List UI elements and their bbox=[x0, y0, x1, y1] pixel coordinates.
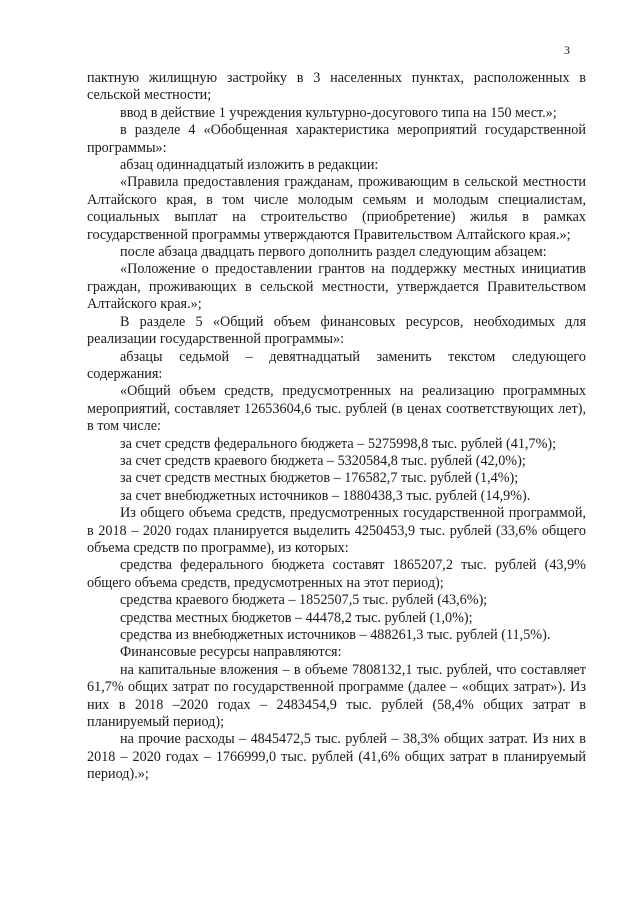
paragraph: «Положение о предоставлении грантов на поддержку местных инициатив граждан, проживающих в сельской местности, утверждается Правительством Алтайского края.»; bbox=[87, 261, 586, 313]
paragraph: «Общий объем средств, предусмотренных на реализацию программных мероприятий, составляет 12653604,6 тыс. рублей (в ценах соответствующих лет), в том числе: bbox=[87, 383, 586, 435]
paragraph: средства федерального бюджета составят 1865207,2 тыс. рублей (43,9% общего объема средств, предусмотренных на этот период); bbox=[87, 557, 586, 591]
paragraph: абзац одиннадцатый изложить в редакции: bbox=[120, 157, 379, 174]
paragraph: Из общего объема средств, предусмотренных государственной программой, в 2018 – 2020 годах планируется выделить 4250453,9 тыс. рублей (33,6% общего объема средств по программе), из которых: bbox=[87, 505, 586, 556]
paragraph: за счет средств краевого бюджета – 5320584,8 тыс. рублей (42,0%); bbox=[120, 452, 526, 469]
paragraph: в разделе 4 «Обобщенная характеристика мероприятий государственной программы»: bbox=[87, 122, 586, 156]
paragraph: за счет средств федерального бюджета – 5275998,8 тыс. рублей (41,7%); bbox=[120, 435, 557, 452]
paragraph: пактную жилищную застройку в 3 населенных пунктах, расположенных в сельской местности; bbox=[87, 70, 586, 104]
paragraph: «Правила предоставления гражданам, проживающим в сельской местности Алтайского края, в том числе молодым семьям и молодым специалистам, социальных выплат на строительство (приобретение) жилья в рамках государственной программы утверждаются Правительством Алтайского края.»; bbox=[87, 174, 586, 243]
page-number: 3 bbox=[564, 43, 570, 57]
paragraph: средства из внебюджетных источников – 488261,3 тыс. рублей (11,5%). bbox=[120, 627, 551, 643]
paragraph: на капитальные вложения – в объеме 7808132,1 тыс. рублей, что составляет 61,7% общих затрат по государственной программе (далее – «общих затрат»). Из них в 2018 –2020 годах – 2483454,9 тыс. рублей (58,4% общих затрат в планируемый период); bbox=[87, 661, 586, 731]
paragraph: за счет средств местных бюджетов – 176582,7 тыс. рублей (1,4%); bbox=[120, 470, 519, 487]
paragraph: средства местных бюджетов – 44478,2 тыс. рублей (1,0%); bbox=[120, 609, 473, 626]
paragraph: ввод в действие 1 учреждения культурно-досугового типа на 150 мест.»; bbox=[120, 104, 557, 121]
paragraph: на прочие расходы – 4845472,5 тыс. рублей – 38,3% общих затрат. Из них в 2018 – 2020 годах – 1766999,0 тыс. рублей (41,6% общих затрат в планируемый период).»; bbox=[87, 731, 586, 783]
paragraph: Финансовые ресурсы направляются: bbox=[120, 644, 342, 661]
paragraph: после абзаца двадцать первого дополнить раздел следующим абзацем: bbox=[120, 244, 547, 261]
document-body bbox=[87, 70, 586, 784]
paragraph: за счет внебюджетных источников – 1880438,3 тыс. рублей (14,9%). bbox=[120, 487, 531, 504]
paragraph: средства краевого бюджета – 1852507,5 тыс. рублей (43,6%); bbox=[120, 592, 488, 609]
paragraph: абзацы седьмой – девятнадцатый заменить текстом следующего содержания: bbox=[87, 348, 586, 382]
paragraph: В разделе 5 «Общий объем финансовых ресурсов, необходимых для реализации государственной программы»: bbox=[87, 313, 586, 348]
